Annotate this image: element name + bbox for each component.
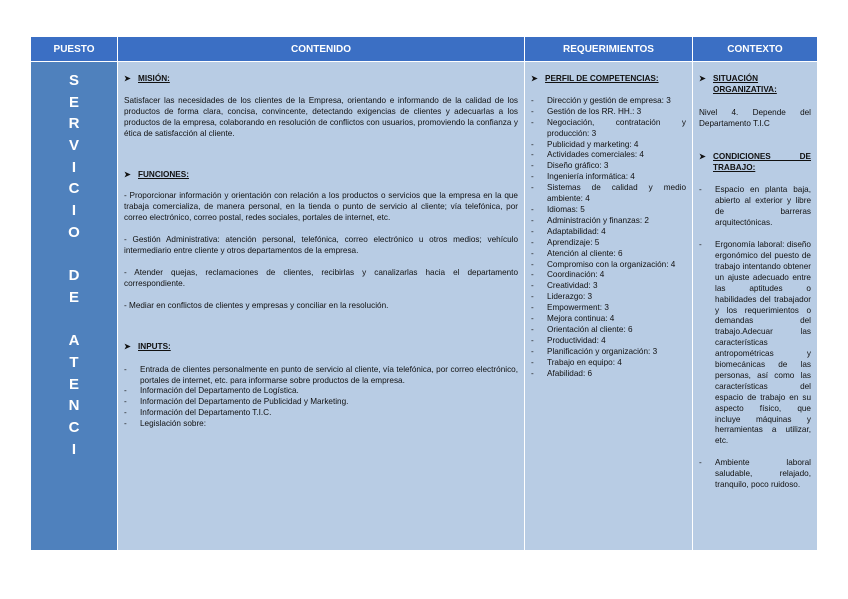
list-item: - Trabajo en equipo: 4 [531,358,686,369]
list-item: - Productividad: 4 [531,336,686,347]
puesto-letter: E [68,93,79,111]
puesto-letter: I [71,440,77,458]
funcion-item: - Atender quejas, reclamaciones de clientes, recibirlas y canalizarlas hacia el departamento correspondiente. [124,267,518,288]
arrow-bullet-icon: ➤ [124,74,131,83]
condiciones-list [699,185,811,491]
puesto-letter: T [69,353,79,371]
list-item: - Planificación y organización: 3 [531,347,686,358]
puesto-letter: E [68,288,79,306]
list-item: - Idiomas: 5 [531,205,686,216]
list-item: - Atención al cliente: 6 [531,249,686,260]
funcion-item: - Mediar en conflictos de clientes y empresas y conciliar en la resolución. [124,300,389,310]
funcion-item: - Proporcionar información y orientación con relación a los productos o servicios que la empresa en la que trabaja comercializa, de manera personal, en la tienda o punto de servicio al cliente; vía telefónica, por correo electrónico, correo postal, redes sociales, portales de internet, etc. [124,191,518,223]
list-item: - Legislación sobre: [124,419,518,430]
inputs-list [124,365,518,430]
header-contexto: CONTEXTO [693,37,817,61]
funciones-heading: ➤ FUNCIONES: [124,169,189,179]
list-item: - Información del Departamento de Publicidad y Marketing. [124,397,518,408]
inputs-heading: ➤ INPUTS: [124,341,171,351]
list-item: - Dirección y gestión de empresa: 3 [531,96,686,107]
arrow-bullet-icon: ➤ [531,74,538,83]
puesto-letter: S [68,72,79,89]
list-item: - Espacio en planta baja, abierto al exterior y libre de barreras arquitectónicas. [699,185,811,229]
funcion-item: - Gestión Administrativa: atención personal, telefónica, correo electrónico u otros medios; vehículo intermediario entre cliente y otros departamentos de la empresa. [124,235,518,256]
arrow-bullet-icon: ➤ [124,341,131,351]
contexto-cell [693,62,817,550]
list-item: - Compromiso con la organización: 4 [531,260,686,271]
puesto-letter: C [68,419,80,436]
list-item: - Mejora continua: 4 [531,314,686,325]
list-item: - Sistemas de calidad y medio ambiente: 4 [531,183,686,205]
header-puesto: PUESTO [31,37,118,61]
list-item: - Coordinación: 4 [531,270,686,281]
contenido-cell [118,62,524,550]
list-item: - Ambiente laboral saludable, relajado, tranquilo, poco ruidoso. [699,458,811,491]
list-item: - Negociación, contratación y producción: 3 [531,118,686,140]
header-requerimientos: REQUERIMIENTOS [525,37,693,61]
condiciones-heading: ➤ CONDICIONES DE TRABAJO: [699,151,811,172]
list-item: - Actividades comerciales: 4 [531,150,686,161]
mision-heading: ➤ MISIÓN: [124,74,170,83]
puesto-letter: E [68,375,79,393]
puesto-letter: N [68,397,80,415]
list-item: - Creatividad: 3 [531,281,686,292]
list-item: - Diseño gráfico: 3 [531,161,686,172]
situacion-heading: ➤ SITUACIÓN ORGANIZATIVA: [699,74,777,94]
puesto-vertical-text [31,62,117,460]
puesto-letter: O [68,223,80,241]
puesto-letter: A [68,332,80,350]
list-item: - Publicidad y marketing: 4 [531,140,686,151]
list-item: - Orientación al cliente: 6 [531,325,686,336]
arrow-bullet-icon: ➤ [699,74,706,83]
puesto-letter: I [71,158,77,176]
puesto-letter: V [68,137,79,155]
requerimientos-cell [525,62,692,550]
list-item: - Administración y finanzas: 2 [531,216,686,227]
mision-text: Satisfacer las necesidades de los clientes de la Empresa, orientando e informando de la calidad de los productos de forma clara, concisa, convincente, detectando exigencias de clientes y adecuarlas a los productos de la empresa, colaborando en resolución de conflictos con usuarios, promoviendo la confianza y ética de satisfacción al cliente. [124,95,518,138]
puesto-cell [31,62,117,550]
list-item: - Adaptabilidad: 4 [531,227,686,238]
puesto-letter: C [68,180,80,198]
list-item: - Afabilidad: 6 [531,369,686,380]
job-description-table [31,37,817,550]
list-item: - Gestión de los RR. HH.: 3 [531,107,686,118]
list-item: - Ingeniería informática: 4 [531,172,686,183]
header-contenido: CONTENIDO [118,37,525,61]
puesto-letter: I [71,202,77,220]
arrow-bullet-icon: ➤ [124,169,131,179]
competencias-list [531,96,686,380]
situacion-text: Nivel 4. Depende del Departamento T.I.C [699,107,811,128]
list-item: - Información del Departamento de Logística. [124,386,518,397]
list-item: - Ergonomía laboral: diseño ergonómico del puesto de trabajo intentando obtener un ajuste adecuado entre las aptitudes o habilidades del trabajador y los requerimientos o demandas del trabajo.Adecuar las características antropométricas y biomecánicas de las personas, así como las características del espacio de trabajo en su aspecto físico, que incluye máquinas y herramientas a utilizar, etc. [699,240,811,447]
arrow-bullet-icon: ➤ [699,151,706,161]
list-item: - Información del Departamento T.I.C. [124,408,518,419]
list-item: - Empowerment: 3 [531,303,686,314]
puesto-letter: D [68,267,80,285]
list-item: - Aprendizaje: 5 [531,238,686,249]
perfil-heading: ➤ PERFIL DE COMPETENCIAS: [531,74,659,83]
list-item: - Entrada de clientes personalmente en punto de servicio al cliente, vía telefónica, por correo electrónico, portales de internet, etc. para informarse sobre productos de la empresa. [124,365,518,387]
puesto-letter: R [68,115,80,133]
list-item: - Liderazgo: 3 [531,292,686,303]
